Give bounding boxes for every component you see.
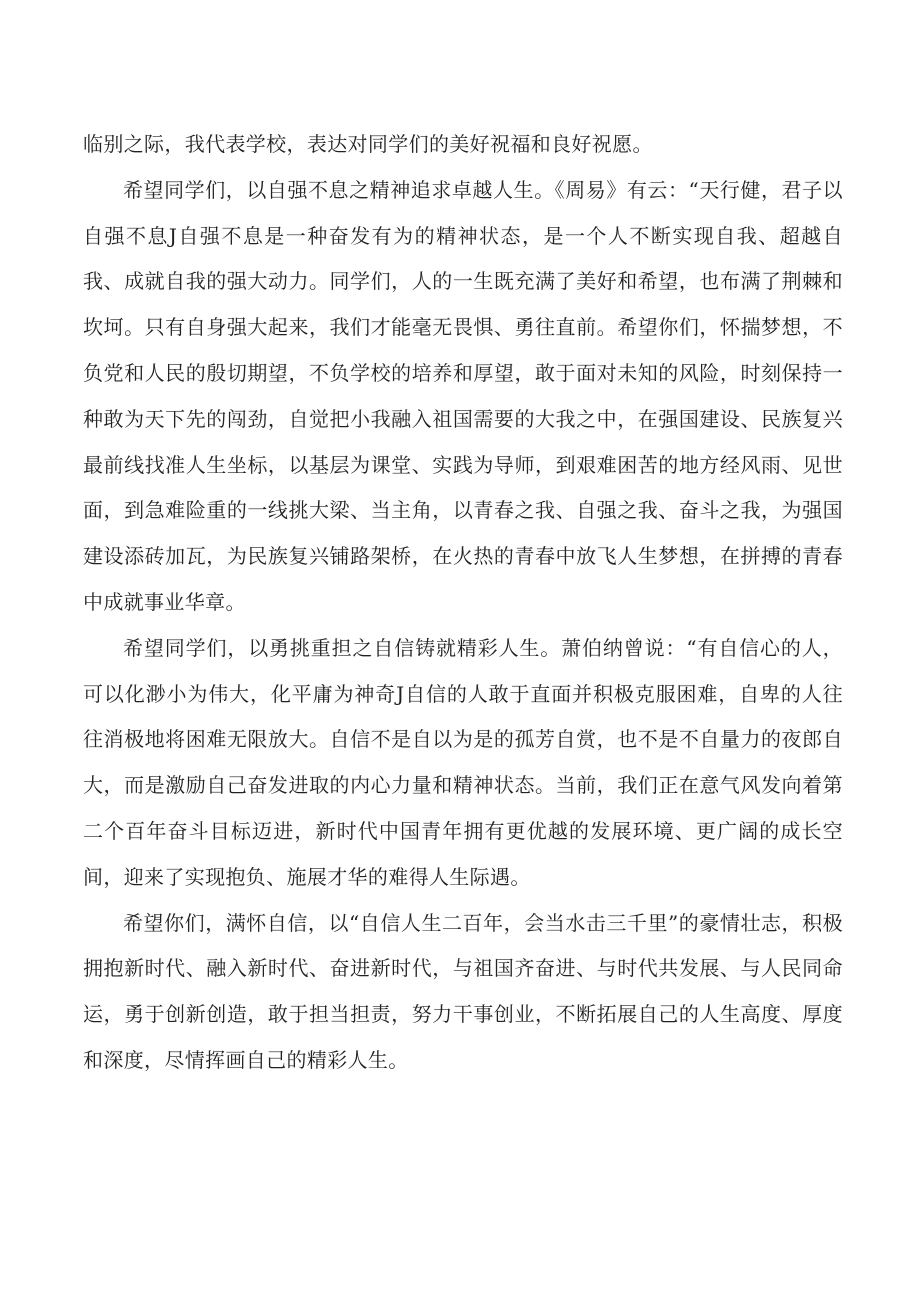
paragraph-confidence: 希望同学们，以勇挑重担之自信铸就精彩人生。萧伯纳曾说：“有自信心的人，可以化渺小为伟大，化平庸为神奇J自信的人敢于直面并积极克服困难，自卑的人往往消极地将困难无限放大。自信不是自以为是的孤芳自赏，也不是不自量力的夜郎自大，而是激励自己奋发进取的内心力量和精神状态。当前，我们正在意气风发向着第二个百年奋斗目标迈进，新时代中国青年拥有更优越的发展环境、更广阔的成长空间，迎来了实现抱负、施展才华的难得人生际遇。	[83, 635, 843, 889]
paragraph-new-era: 希望你们，满怀自信，以“自信人生二百年，会当水击三千里”的豪情壮志，积极拥抱新时代、融入新时代、奋进新时代，与祖国齐奋进、与时代共发展、与人民同命运，勇于创新创造，敢于担当担责，努力干事创业，不断拓展自己的人生高度、厚度和深度，尽情挥画自己的精彩人生。	[83, 910, 843, 1072]
document-body	[83, 122, 843, 1084]
paragraph-self-strengthening: 希望同学们，以自强不息之精神追求卓越人生。《周易》有云：“天行健，君子以自强不息J自强不息是一种奋发有为的精神状态，是一个人不断实现自我、超越自我、成就自我的强大动力。同学们，人的一生既充满了美好和希望，也布满了荆棘和坎坷。只有自身强大起来，我们才能毫无畏惧、勇往直前。希望你们，怀揣梦想，不负党和人民的殷切期望，不负学校的培养和厚望，敢于面对未知的风险，时刻保持一种敢为天下先的闯劲，自觉把小我融入祖国需要的大我之中，在强国建设、民族复兴最前线找准人生坐标，以基层为课堂、实践为导师，到艰难困苦的地方经风雨、见世面，到急难险重的一线挑大梁、当主角，以青春之我、自强之我、奋斗之我，为强国建设添砖加瓦，为民族复兴铺路架桥，在火热的青春中放飞人生梦想，在拼搏的青春中成就事业华章。	[83, 177, 843, 614]
paragraph-farewell: 临别之际，我代表学校，表达对同学们的美好祝福和良好祝愿。	[83, 132, 653, 156]
